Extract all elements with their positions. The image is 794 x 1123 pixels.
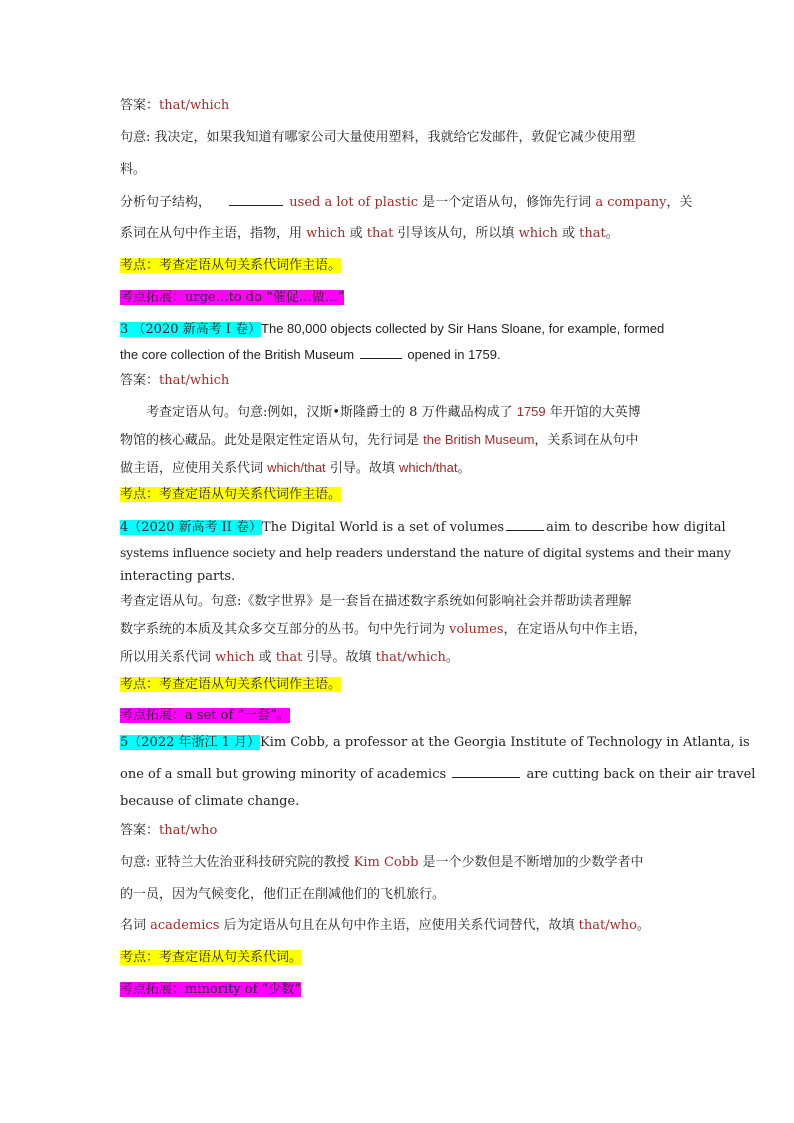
- q5-exp-text: 后为定语从句且在从句中作主语，应使用关系代词替代，故填: [219, 918, 579, 933]
- meaning-label: 句意:: [120, 855, 155, 870]
- tuozhan-label: 考点拓展：: [120, 708, 186, 723]
- q3-exp-keyword: which/that: [398, 460, 458, 475]
- q4-question-line3: [120, 568, 235, 586]
- q2-analysis-text: 分析句子结构，: [120, 195, 212, 210]
- q4-tuozhan: [120, 708, 290, 723]
- q4-exp-text: 引导。故填: [302, 650, 376, 665]
- q3-exp-text: 年开馆的大英博: [545, 405, 641, 420]
- q3-exp-keyword: 1759: [516, 404, 546, 419]
- q5-kaodian: [120, 950, 302, 965]
- q3-exp-text: ，关系词在从句中: [534, 433, 639, 448]
- q2-kaodian: [120, 258, 341, 273]
- q4-exp-text: 数字系统的本质及其众多交互部分的丛书。句中先行词为: [120, 622, 450, 637]
- q3-exp-keyword: the British Museum: [423, 432, 535, 447]
- q3-source-tag: 3 （2020 新高考 I 卷）: [120, 322, 262, 337]
- q4-blank: [506, 518, 544, 531]
- q3-question-text: opened in 1759.: [407, 347, 501, 362]
- q2-analysis-line2: [120, 225, 619, 243]
- q4-exp-text: 所以用关系代词: [120, 650, 216, 665]
- q2-keyword: that: [579, 226, 606, 241]
- q5-exp-keyword: that/who: [578, 918, 637, 933]
- q2-analysis-text: 或: [345, 226, 367, 241]
- q5-answer-value: that/who: [159, 823, 218, 838]
- q3-exp-line3: [120, 459, 471, 478]
- q3-kaodian-line: [120, 486, 341, 504]
- q4-question-line1: [120, 518, 726, 537]
- q2-analysis-text: 。: [605, 226, 619, 241]
- q5-source-tag: 5（2022 年浙江 1 月）: [120, 735, 261, 750]
- q2-tuozhan-text: urge…to do “催促…做…”: [185, 290, 345, 305]
- q5-meaning-line2: [120, 886, 445, 904]
- q2-analysis-line1: [120, 193, 692, 212]
- q3-exp-text: 做主语，应使用关系代词: [120, 461, 268, 476]
- q3-exp-line1: [120, 403, 641, 422]
- q4-exp-text: ，在定语从句中作主语，: [503, 622, 647, 637]
- q4-kaodian-text: 考查定语从句关系代词作主语。: [159, 677, 342, 692]
- q2-tuozhan-line: [120, 289, 344, 307]
- q3-exp-line2: [120, 431, 638, 450]
- q2-kaodian-text: 考查定语从句关系代词作主语。: [159, 258, 342, 273]
- q5-meaning-keyword: Kim Cobb: [353, 855, 419, 870]
- q3-exp-text: 考查定语从句。句意:例如，汉斯•斯隆爵士的 8 万件藏品构成了: [146, 405, 517, 420]
- q2-kaodian-line: [120, 257, 341, 275]
- q5-question-line3: [120, 793, 299, 811]
- tuozhan-label: 考点拓展：: [120, 982, 186, 997]
- kaodian-label: 考点：: [120, 487, 160, 502]
- q4-exp-text: 或: [254, 650, 276, 665]
- q3-exp-keyword: which/that: [267, 460, 326, 475]
- q5-exp-text: 。: [636, 918, 650, 933]
- q2-keyword: which: [306, 226, 346, 241]
- kaodian-label: 考点：: [120, 258, 160, 273]
- q4-question-text: aim to describe how digital: [546, 520, 726, 535]
- q2-keyword: which: [518, 226, 558, 241]
- answer-label: 答案：: [120, 823, 160, 838]
- answer-label: 答案：: [120, 373, 160, 388]
- q4-exp-keyword: volumes: [449, 622, 504, 637]
- q4-exp-line2: [120, 621, 647, 639]
- q4-exp-line3: [120, 649, 459, 667]
- q5-question-line1: [120, 734, 750, 752]
- q3-exp-text: 物馆的核心藏品。此处是限定性定语从句，先行词是: [120, 433, 424, 448]
- meaning-label: 句意:: [120, 130, 155, 145]
- q3-answer-value: that/which: [159, 373, 230, 388]
- kaodian-label: 考点：: [120, 950, 160, 965]
- q3-blank: [360, 346, 402, 359]
- q5-blank: [452, 765, 520, 778]
- q4-kaodian: [120, 677, 341, 692]
- q4-exp-keyword: that: [275, 650, 303, 665]
- q5-tuozhan-line: [120, 981, 301, 999]
- q4-question-text: systems influence society and help readers understand the nature of digital systems and their many: [120, 545, 731, 560]
- q5-kaodian-text: 考查定语从句关系代词。: [159, 950, 303, 965]
- q5-exp-keyword: academics: [150, 918, 220, 933]
- q5-exp-text: 名词: [120, 918, 151, 933]
- q5-kaodian-line: [120, 949, 302, 967]
- q5-question-text: are cutting back on their air travel: [526, 767, 756, 782]
- q5-tuozhan: [120, 982, 301, 997]
- q3-kaodian-text: 考查定语从句关系代词作主语。: [159, 487, 342, 502]
- q3-exp-text: 。: [457, 461, 471, 476]
- q4-question-text: The Digital World is a set of volumes: [262, 520, 505, 535]
- q2-analysis-text: ，关: [666, 195, 693, 210]
- q5-question-line2: [120, 765, 755, 784]
- q5-answer-line: [120, 822, 217, 840]
- q4-question-text: interacting parts.: [120, 569, 236, 584]
- q4-exp-text: 考查定语从句。句意:《数字世界》是一套旨在描述数字系统如何影响社会并帮助读者理解: [120, 594, 632, 609]
- q4-exp-keyword: which: [215, 650, 255, 665]
- q3-question-text: The 80,000 objects collected by Sir Hans Sloane, for example, formed: [261, 321, 665, 336]
- q3-question-line1: [120, 320, 664, 339]
- q5-tuozhan-text: minority of “少数”: [185, 982, 301, 997]
- q3-answer-line: [120, 372, 229, 390]
- q4-tuozhan-text: a set of “一套”。: [185, 708, 290, 723]
- q4-exp-text: 。: [445, 650, 459, 665]
- answer-label: 答案：: [120, 98, 160, 113]
- q4-exp-line1: [120, 593, 631, 611]
- q5-question-text: Kim Cobb, a professor at the Georgia Institute of Technology in Atlanta, is: [260, 735, 750, 750]
- q2-blank: [229, 193, 283, 206]
- tuozhan-label: 考点拓展：: [120, 290, 186, 305]
- q5-question-text: one of a small but growing minority of academics: [120, 767, 447, 782]
- q5-meaning-line1: [120, 854, 644, 872]
- q5-question-text: because of climate change.: [120, 794, 300, 809]
- q3-kaodian: [120, 487, 341, 502]
- q5-meaning-text: 是一个少数但是不断增加的少数学者中: [418, 855, 644, 870]
- q3-question-text: the core collection of the British Museum: [120, 347, 355, 362]
- q2-keyword: that: [366, 226, 394, 241]
- q5-meaning-text: 的一员，因为气候变化，他们正在削减他们的飞机旅行。: [120, 887, 446, 902]
- q2-meaning-line1: [120, 129, 636, 147]
- q5-exp-line: [120, 917, 650, 935]
- q4-tuozhan-line: [120, 707, 290, 725]
- q2-analysis-text: 引导该从句，所以填: [393, 226, 519, 241]
- q2-antecedent: a company: [595, 195, 667, 210]
- q5-meaning-text: 亚特兰大佐治亚科技研究院的教授: [154, 855, 354, 870]
- q2-analysis-text: 或: [557, 226, 580, 241]
- q2-clause-text: used a lot of plastic: [289, 195, 419, 210]
- q2-analysis-text: 系词在从句中作主语，指物，用: [120, 226, 307, 241]
- q2-tuozhan: [120, 290, 344, 305]
- q2-answer-line: [120, 97, 229, 115]
- q2-analysis-text: 是一个定语从句，修饰先行词: [418, 195, 596, 210]
- q4-kaodian-line: [120, 676, 341, 694]
- q3-question-line2: [120, 346, 501, 364]
- q4-exp-keyword: that/which: [375, 650, 446, 665]
- q4-source-tag: 4（2020 新高考 II 卷）: [120, 520, 263, 535]
- q3-exp-text: 引导。故填: [325, 461, 399, 476]
- kaodian-label: 考点：: [120, 677, 160, 692]
- q2-meaning-text1: 我决定，如果我知道有哪家公司大量使用塑料，我就给它发邮件，敦促它减少使用塑: [154, 130, 636, 145]
- q2-answer-value: that/which: [159, 98, 230, 113]
- q4-question-line2: [120, 544, 731, 562]
- q2-meaning-line2: [120, 161, 146, 179]
- q2-meaning-text2: 料。: [120, 162, 147, 177]
